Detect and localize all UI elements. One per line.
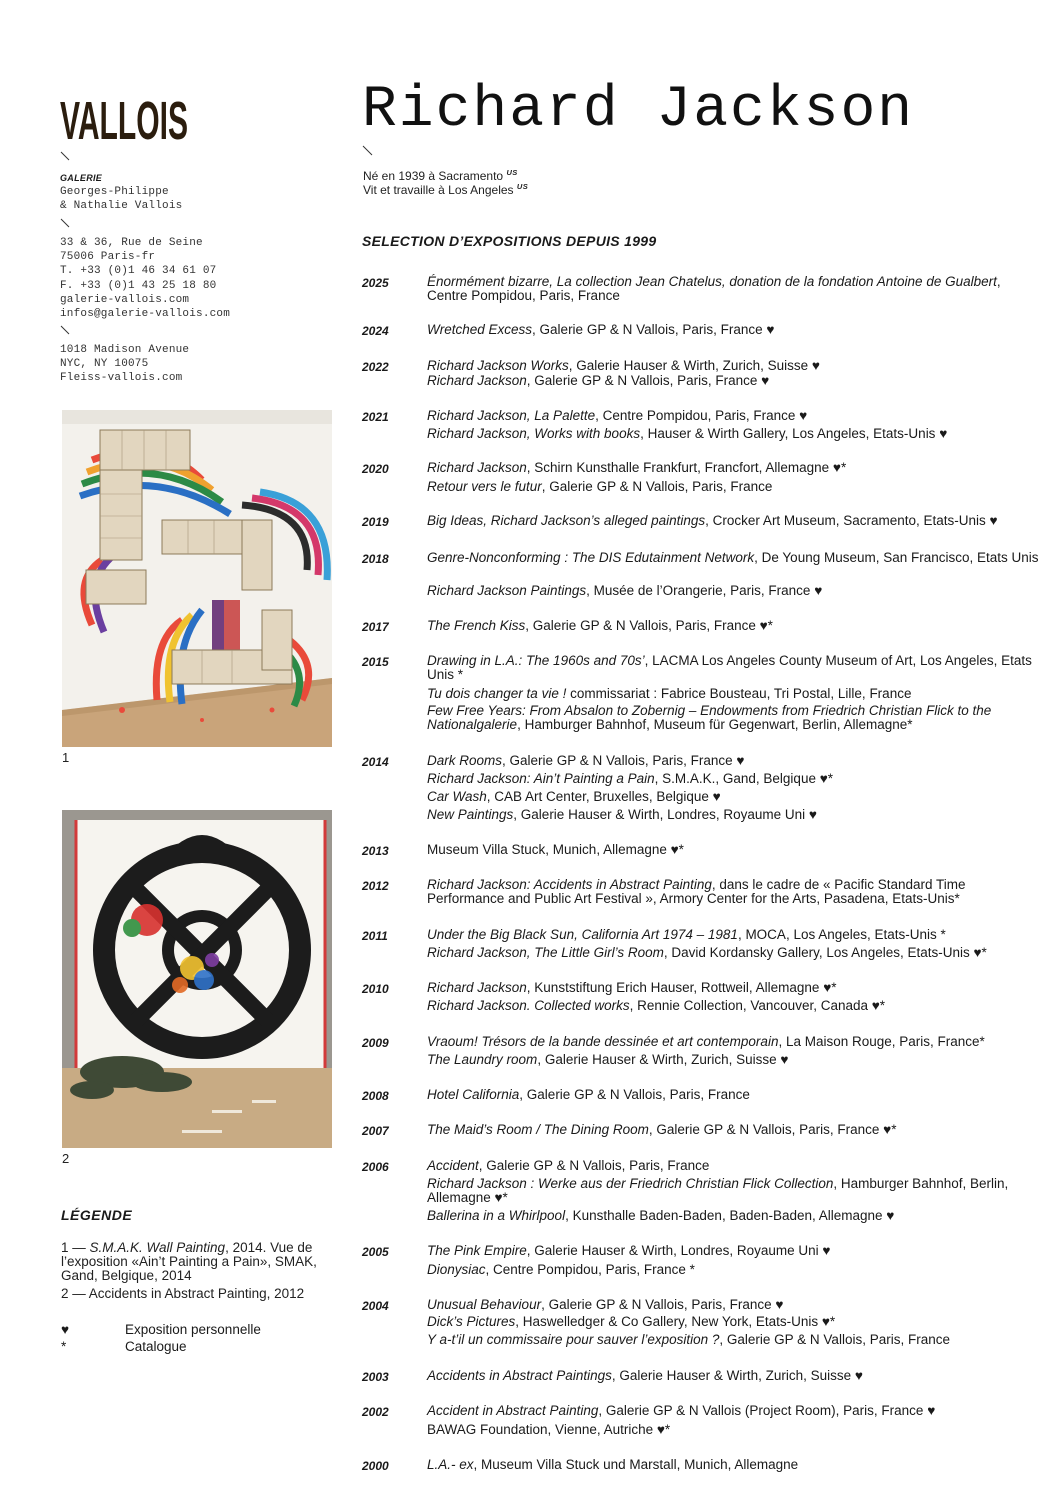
exhibition-entry [427,981,1042,995]
exhibition-title: Under the Big Black Sun, California Art 1974 – 1981 [427,927,738,942]
exhibition-entry [427,359,1042,373]
exhibition-entry [427,461,1042,475]
exhibition-title: The French Kiss [427,618,526,633]
nyc-address [60,343,189,386]
exhibition-title: Accident in Abstract Painting [427,1403,599,1418]
figure-number-2: 2 [62,1151,70,1166]
exhibition-venue: , Galerie Hauser & Wirth, Londres, Royaume Uni ♥ [526,1243,831,1258]
exhibition-venue: , Galerie Hauser & Wirth, Londres, Royaume Uni ♥ [513,807,817,822]
exhibition-title: Big Ideas, Richard Jackson’s alleged paintings [427,513,706,528]
exhibition-entry [427,1263,1042,1277]
exhibition-venue: , Galerie GP & N Vallois, Paris, France [519,1087,750,1102]
exhibition-venue: , Kunststiftung Erich Hauser, Rottweil, Allemagne ♥* [526,980,837,995]
exhibition-title: Wretched Excess [427,322,533,337]
exhibition-entry [427,878,1042,906]
exhibition-year: 2020 [362,462,389,476]
exhibition-entry [427,843,1042,857]
exhibition-venue: , Centre Pompidou, Paris, France [427,274,1001,303]
exhibition-title: Unusual Behaviour [427,1297,542,1312]
exhibition-title: Richard Jackson Works [427,358,569,373]
exhibition-entry [427,1123,1042,1137]
exhibition-venue: , David Kordansky Gallery, Los Angeles, Etats-Unis ♥* [663,945,987,960]
exhibition-title: Dick’s Pictures [427,1314,516,1329]
exhibition-title: Hotel California [427,1087,520,1102]
gallery-owners [60,185,182,213]
exhibition-title: Dark Rooms [427,753,503,768]
exhibition-entry [427,704,1042,732]
country-code: US [516,182,529,191]
exhibition-entry [427,1458,1042,1472]
exhibition-year: 2018 [362,552,389,566]
artwork-image-2 [62,810,332,1148]
exhibition-entry [427,999,1042,1013]
divider-tick [61,326,71,336]
exhibition-venue: , Galerie GP & N Vallois (Project Room), Paris, France ♥ [598,1403,936,1418]
exhibition-year: 2022 [362,360,389,374]
exhibition-title: Richard Jackson, La Palette [427,408,596,423]
exhibition-year: 2002 [362,1405,389,1419]
address-line: 75006 Paris-fr [60,251,156,264]
exhibition-entry [427,754,1042,768]
exhibition-year: 2004 [362,1299,389,1313]
legend-item-2: 2 — Accidents in Abstract Painting, 2012 [61,1286,305,1301]
email-link[interactable]: infos@galerie-vallois.com [60,308,231,321]
exhibition-venue: BAWAG Foundation, Vienne, Autriche ♥* [427,1422,671,1437]
exhibition-title: Énormément bizarre, La collection Jean Chatelus, donation de la fondation Antoine de Gualbert [427,274,997,289]
exhibition-venue: , Hamburger Bahnhof, Berlin, Allemagne ♥* [427,1176,1009,1205]
exhibition-title: Car Wash [427,789,487,804]
legend-title: LÉGENDE [61,1207,133,1223]
exhibition-entry [427,1404,1042,1418]
exhibition-entry [427,275,1042,303]
asterisk-symbol: * [61,1339,67,1354]
exhibition-venue: , MOCA, Los Angeles, Etats-Unis * [737,927,946,942]
exhibition-year: 2005 [362,1245,389,1259]
address-line: 33 & 36, Rue de Seine [60,237,203,249]
exhibition-venue: commissariat : Fabrice Bousteau, Tri Postal, Lille, France [566,686,912,701]
exhibition-venue: , Galerie Hauser & Wirth, Zurich, Suisse ♥ [568,358,820,373]
exhibition-year: 2017 [362,620,389,634]
exhibition-title: Tu dois changer ta vie ! [427,686,567,701]
country-code: US [506,168,518,177]
exhibition-year: 2003 [362,1370,389,1384]
exhibition-year: 2009 [362,1036,389,1050]
divider-tick [61,152,71,162]
exhibition-venue: , Galerie GP & N Vallois, Paris, France ♥ [526,373,770,388]
exhibition-title: Richard Jackson. Collected works [427,998,630,1013]
exhibition-venue: , Galerie GP & N Vallois, Paris, France ♥ [532,322,775,337]
exhibition-year: 2006 [362,1160,389,1174]
exhibition-year: 2008 [362,1089,389,1103]
exhibition-entry [427,1177,1042,1205]
exhibition-title: The Laundry room [427,1052,538,1067]
exhibition-title: Genre-Nonconforming : The DIS Edutainment Network [427,550,755,565]
exhibition-venue: , De Young Museum, San Francisco, Etats Unis [754,550,1039,565]
exhibition-title: Richard Jackson [427,980,527,995]
exhibition-venue: , Galerie GP & N Vallois, Paris, France [719,1332,950,1347]
exhibition-entry [427,1298,1042,1312]
exhibition-title: Richard Jackson Paintings [427,583,587,598]
artwork-image-1 [62,410,332,747]
exhibition-entry [427,1088,1042,1102]
artist-residence [363,180,528,197]
exhibition-entry [427,1423,1042,1437]
heart-symbol: ♥ [61,1322,70,1337]
exhibition-venue: Museum Villa Stuck, Munich, Allemagne ♥* [427,842,684,857]
exhibition-venue: , Rennie Collection, Vancouver, Canada ♥* [629,998,886,1013]
exhibition-title: Richard Jackson, The Little Girl’s Room [427,945,664,960]
exhibition-venue: , Galerie Hauser & Wirth, Zurich, Suisse ♥ [537,1052,789,1067]
exhibition-entry [427,1053,1042,1067]
divider-tick [363,146,373,156]
exhibition-year: 2014 [362,755,389,769]
owner-line: & Nathalie Vallois [60,200,183,213]
exhibition-year: 2015 [362,655,389,669]
website-link[interactable]: galerie-vallois.com [60,293,190,306]
divider-tick [61,219,71,229]
figure-number-1: 1 [62,750,70,765]
exhibition-entry [427,584,1042,598]
exhibition-entry [427,1035,1042,1049]
exhibition-year: 2021 [362,410,389,424]
exhibition-entry [427,1159,1042,1173]
exhibition-title: Richard Jackson [427,373,527,388]
exhibition-venue: , Centre Pompidou, Paris, France * [485,1262,695,1277]
exhibition-title: Richard Jackson: Ain’t Painting a Pain [427,771,655,786]
exhibition-entry [427,808,1042,822]
legend-key-row [61,1323,341,1339]
exhibition-venue: , Galerie GP & N Vallois, Paris, France ♥ [502,753,745,768]
exhibition-entry [427,654,1042,682]
exhibition-venue: , Kunsthalle Baden-Baden, Baden-Baden, Allemagne ♥ [565,1208,895,1223]
galerie-label: GALERIE [60,173,103,183]
exhibition-entry [427,427,1042,441]
key-label: Catalogue [125,1339,187,1354]
exhibition-venue: , Galerie GP & N Vallois, Paris, France ♥* [525,618,773,633]
exhibition-title: Dionysiac [427,1262,486,1277]
exhibition-venue: , Galerie GP & N Vallois, Paris, France ♥ [541,1297,784,1312]
exhibition-entry [427,1209,1042,1223]
exhibition-title: Retour vers le futur [427,479,542,494]
exhibition-entry [427,946,1042,960]
birth-text: Né en 1939 à Sacramento [363,169,504,183]
exhibition-title: Vraoum! Trésors de la bande dessinée et art contemporain [427,1034,779,1049]
paris-address [60,236,230,321]
exhibition-venue: , Galerie GP & N Vallois, Paris, France [541,479,773,494]
legend-item-1-prefix: 1 — [61,1240,90,1255]
exhibition-venue: , S.M.A.K., Gand, Belgique ♥* [654,771,833,786]
exhibition-venue: , Galerie Hauser & Wirth, Zurich, Suisse ♥ [611,1368,863,1383]
exhibition-venue: , Centre Pompidou, Paris, France ♥ [595,408,808,423]
exhibition-entry [427,409,1042,423]
exhibition-title: The Pink Empire [427,1243,527,1258]
exhibition-title: Richard Jackson, Works with books [427,426,641,441]
exhibition-title: Accident [427,1158,479,1173]
exhibition-entry [427,1369,1042,1383]
legend-key-row [61,1340,341,1356]
exhibition-entry [427,619,1042,633]
svg-text:VALLOIS: VALLOIS [60,91,188,151]
exhibition-year: 2010 [362,982,389,996]
exhibition-venue: , dans le cadre de « Pacific Standard Time Performance and Public Art Festival », Armory Center for the Arts, Pasadena, Etats-Unis* [427,877,966,906]
exhibition-title: Few Free Years: From Absalon to Zobernig – Endowments from Friedrich Christian Flick to the Nationalgalerie [427,703,992,732]
fax-line: F. +33 (0)1 43 25 18 80 [60,279,217,292]
exhibition-venue: , Musée de l’Orangerie, Paris, France ♥ [586,583,823,598]
exhibition-entry [427,323,1042,337]
exhibition-entry [427,1244,1042,1258]
exhibition-entry [427,480,1042,494]
exhibition-title: Richard Jackson : Werke aus der Friedrich Christian Flick Collection [427,1176,834,1191]
exhibition-year: 2012 [362,879,389,893]
exhibition-title: L.A.- ex [427,1457,474,1472]
exhibition-venue: , Haswelledger & Co Gallery, New York, Etats-Unis ♥* [515,1314,836,1329]
exhibition-title: New Paintings [427,807,514,822]
exhibition-entry [427,772,1042,786]
exhibition-venue: , Crocker Art Museum, Sacramento, Etats-Unis ♥ [705,513,998,528]
exhibition-year: 2007 [362,1124,389,1138]
exhibition-entry [427,514,1042,528]
exhibition-venue: , Museum Villa Stuck und Marstall, Munich, Allemagne [473,1457,799,1472]
exhibition-entry [427,790,1042,804]
exhibition-year: 2013 [362,844,389,858]
exhibition-title: Accidents in Abstract Paintings [427,1368,612,1383]
exhibition-venue: , Galerie GP & N Vallois, Paris, France ♥* [648,1122,897,1137]
exhibition-venue: , Galerie GP & N Vallois, Paris, France [478,1158,710,1173]
exhibition-entry [427,374,1042,388]
address-line: 1018 Madison Avenue [60,344,190,356]
exhibition-venue: , Hamburger Bahnhof, Museum für Gegenwart, Berlin, Allemagne* [517,717,913,732]
exhibition-title: The Maid’s Room / The Dining Room [427,1122,649,1137]
exhibition-entry [427,928,1042,942]
phone-line: T. +33 (0)1 46 34 61 07 [60,265,217,278]
residence-text: Vit et travaille à Los Angeles [363,183,514,197]
exhibition-venue: , Schirn Kunsthalle Frankfurt, Francfort, Allemagne ♥* [526,460,847,475]
legend-item-1-rest: , 2014. Vue de l’exposition «Ain’t Painting a Pain», SMAK, Gand, Belgique, 2014 [61,1240,317,1283]
exhibition-title: Richard Jackson [427,460,527,475]
exhibition-entry [427,687,1042,701]
key-label: Exposition personnelle [125,1322,261,1337]
exhibition-venue: , Hauser & Wirth Gallery, Los Angeles, Etats-Unis ♥ [640,426,948,441]
exhibition-entry [427,1333,1042,1347]
exhibition-title: Y a-t’il un commissaire pour sauver l’exposition ? [427,1332,720,1347]
exhibition-venue: , CAB Art Center, Bruxelles, Belgique ♥ [486,789,721,804]
exhibition-year: 2025 [362,276,389,290]
section-title: SELECTION D’EXPOSITIONS DEPUIS 1999 [362,233,657,249]
address-line: NYC, NY 10075 [60,358,149,371]
legend-item-1 [61,1241,331,1283]
exhibition-entry [427,1315,1042,1329]
exhibition-year: 2000 [362,1459,389,1473]
vallois-logo [60,84,200,151]
exhibition-year: 2024 [362,324,389,338]
exhibition-entry [427,551,1042,565]
website-link[interactable]: Fleiss-vallois.com [60,372,183,385]
exhibition-year: 2019 [362,515,389,529]
exhibition-title: Richard Jackson: Accidents in Abstract Painting [427,877,712,892]
exhibition-title: Ballerina in a Whirlpool [427,1208,566,1223]
exhibition-year: 2011 [362,929,388,943]
exhibition-venue: , LACMA Los Angeles County Museum of Art, Los Angeles, Etats Unis * [427,653,1032,682]
owner-line: Georges-Philippe [60,186,169,198]
legend-item-1-title: S.M.A.K. Wall Painting [89,1240,226,1255]
artist-name: Richard Jackson [362,78,915,143]
exhibition-title: Drawing in L.A.: The 1960s and 70s’ [427,653,645,668]
exhibition-venue: , La Maison Rouge, Paris, France* [778,1034,985,1049]
